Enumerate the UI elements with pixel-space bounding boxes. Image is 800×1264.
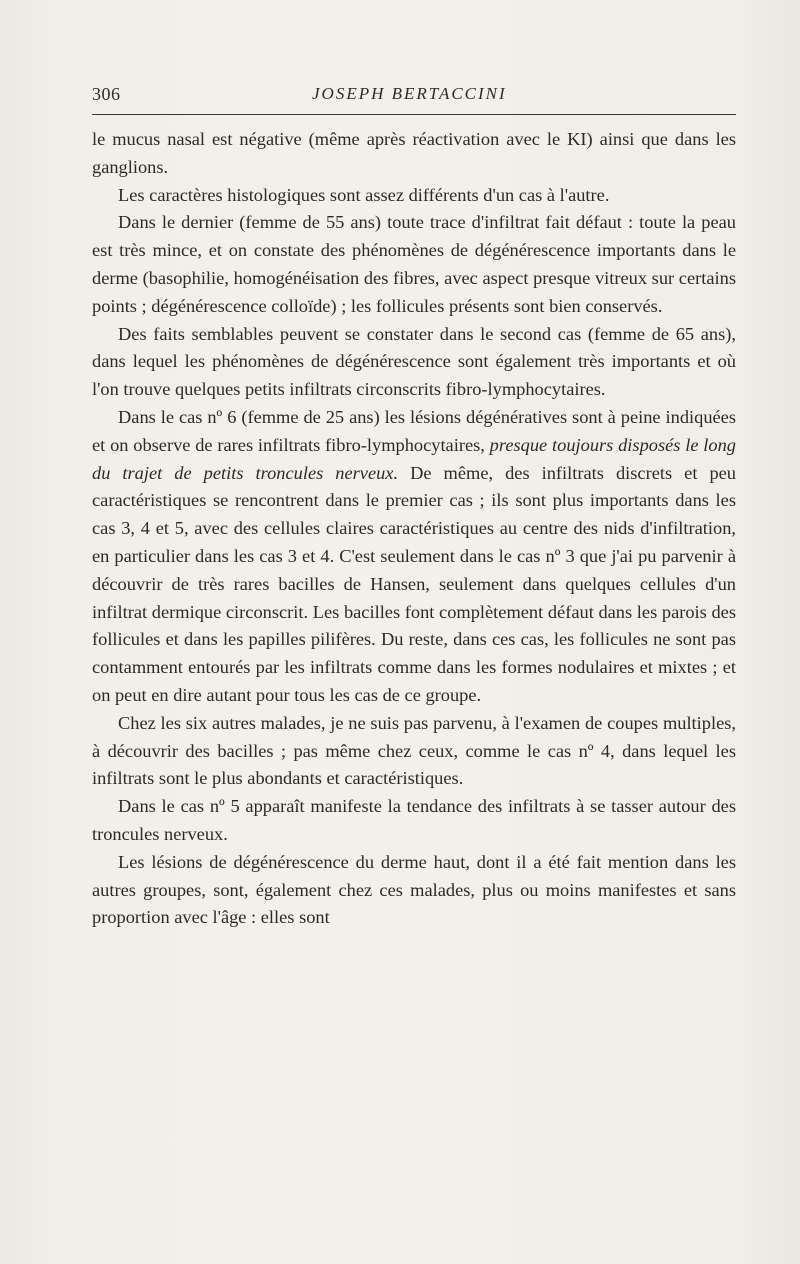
- paragraph: Chez les six autres malades, je ne suis pas parvenu, à l'examen de coupes multiples, à découvrir des bacilles ; pas même chez ceux, comme le cas nº 4, dans lequel les infiltrats sont le plus abondants et caractéristiques.: [92, 712, 736, 789]
- paragraph: Dans le cas nº 5 apparaît manifeste la tendance des infiltrats à se tasser autour des troncules nerveux.: [92, 796, 736, 844]
- header-rule: [92, 114, 736, 115]
- paragraph: le mucus nasal est négative (même après réactivation avec le KI) ainsi que dans les ganglions.: [92, 129, 736, 177]
- paragraph: Des faits semblables peuvent se constater dans le second cas (femme de 65 ans), dans lequel les phénomènes de dégénérescence sont également très importants et où l'on trouve quelques petits infiltrats circonscrits fibro-lymphocytaires.: [92, 323, 736, 400]
- paragraph: [92, 404, 736, 710]
- body-text: [92, 126, 736, 932]
- paragraph: Les caractères histologiques sont assez différents d'un cas à l'autre.: [118, 184, 610, 205]
- italic-phrase: presque toujours disposés le long du trajet de petits troncules nerveux.: [92, 434, 736, 483]
- paragraph-text: De même, des infiltrats discrets et peu caractéristiques se rencontrent dans le premier cas ; ils sont plus importants dans les cas 3, 4 et 5, avec des cellules claires caractéristiques au centre des nids d'infiltration, en particulier dans les cas 3 et 4. C'est seulement dans le cas nº 3 que j'ai pu parvenir à découvrir de très rares bacilles de Hansen, seulement dans quelques cellules d'un infiltrat dermique circonscrit. Les bacilles font complètement défaut dans les parois des follicules et dans les papilles pilifères. Du reste, dans ces cas, les follicules ne sont pas contamment entourés par les infiltrats comme dans les formes nodulaires et mixtes ; et on peut en dire autant pour tous les cas de ce groupe.: [92, 462, 736, 705]
- page-number: 306: [92, 84, 121, 104]
- paragraph: Les lésions de dégénérescence du derme haut, dont il a été fait mention dans les autres groupes, sont, également chez ces malades, plus ou moins manifestes et sans proportion avec l'âge : elles sont: [92, 851, 736, 928]
- page-header: [92, 84, 736, 108]
- paragraph: Dans le dernier (femme de 55 ans) toute trace d'infiltrat fait défaut : toute la peau est très mince, et on constate des phénomènes de dégénérescence importants dans le derme (basophilie, homogénéisation des fibres, avec aspect presque vitreux sur certains points ; dégénérescence colloïde) ; les follicules présents sont bien conservés.: [92, 212, 736, 316]
- running-head: JOSEPH BERTACCINI: [312, 84, 507, 103]
- paragraph-text: Dans le cas nº 6 (femme de 25 ans) les lésions dégénératives sont à peine indiquées et on observe de rares infiltrats fibro-lymphocytaires,: [92, 406, 736, 455]
